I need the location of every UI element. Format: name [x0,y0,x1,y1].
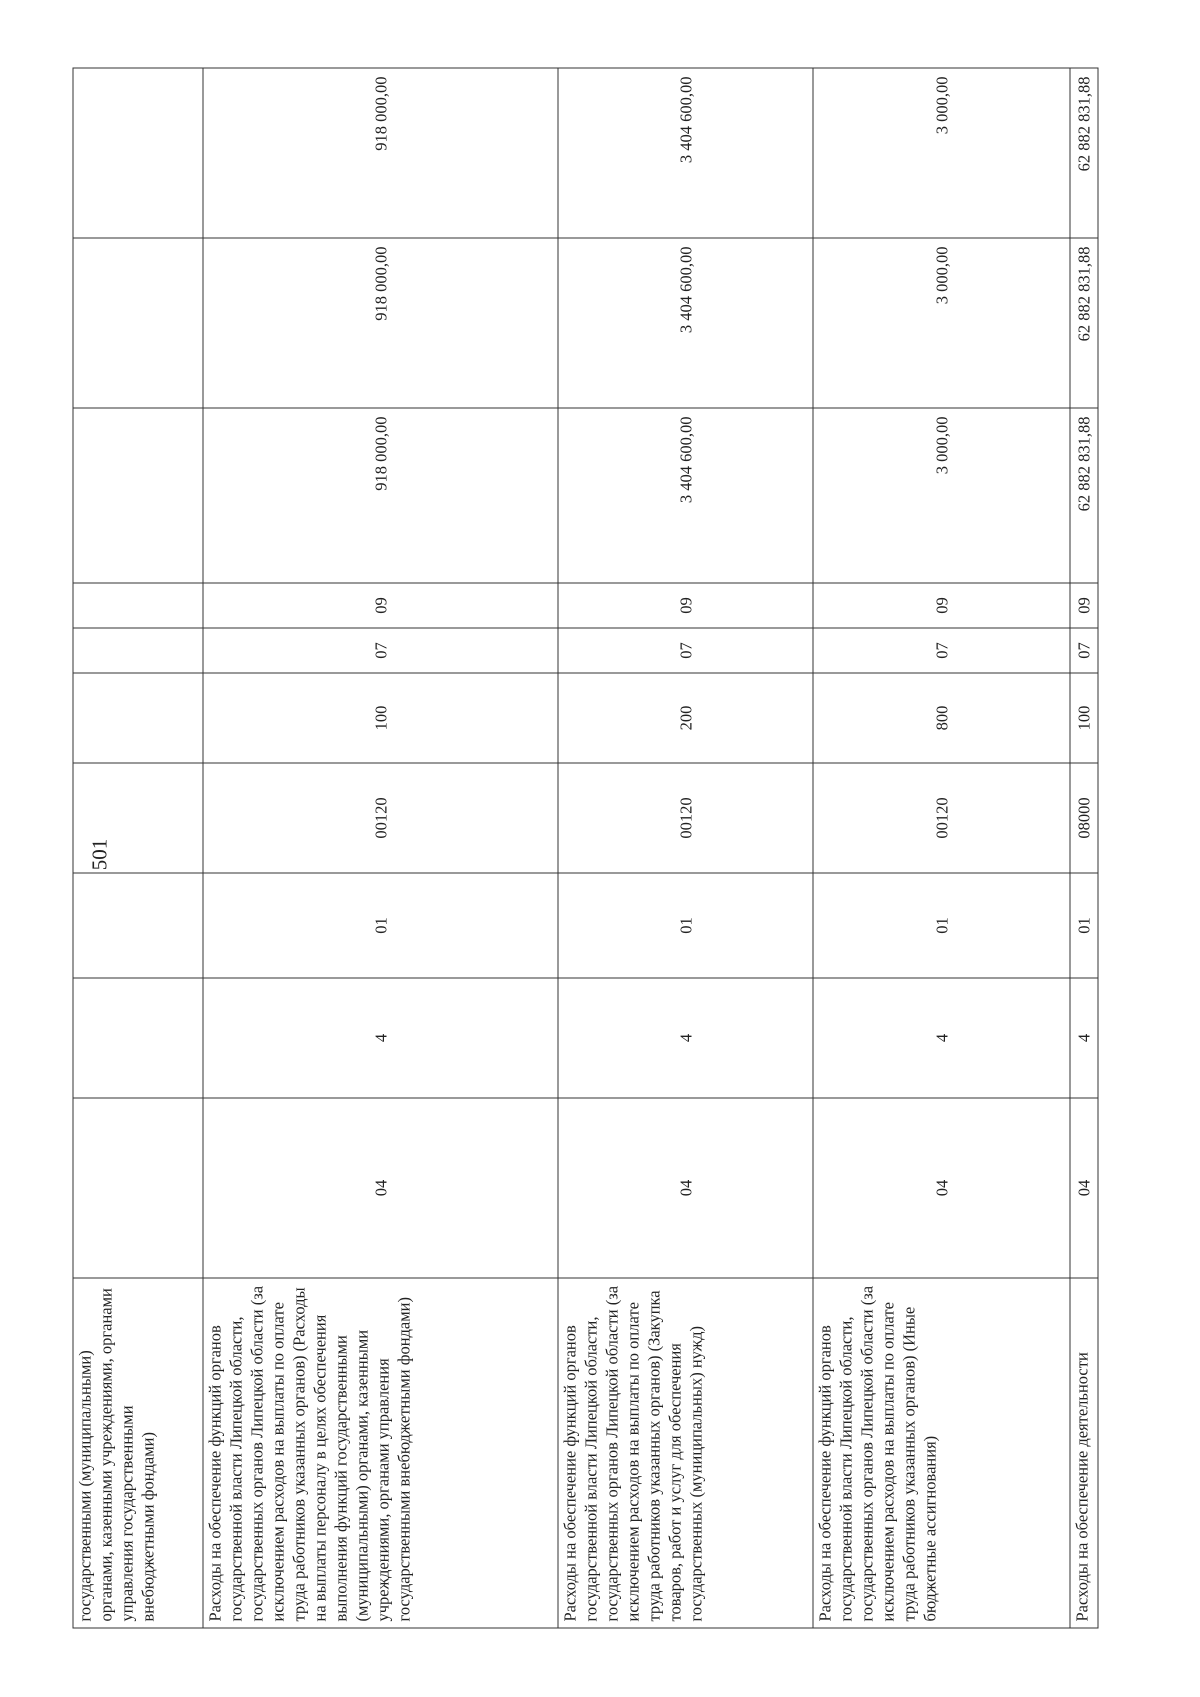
code-cell: 04 [558,1098,813,1278]
code-cell: 07 [203,628,558,673]
page-number: 501 [87,838,112,871]
code-cell: 07 [558,628,813,673]
code-cell: 4 [1070,978,1098,1098]
row-description: государственными (муниципальными) органами, казенными учреждениями, органами управления государственными внебюджетными фондами) [73,1278,203,1628]
code-cell: 09 [813,583,1070,628]
code-cell [73,628,203,673]
code-cell: 08000 [1070,763,1098,873]
code-cell: 4 [203,978,558,1098]
amount-cell: 918 000,00 [203,238,558,408]
amount-cell: 3 404 600,00 [558,68,813,238]
row-description: Расходы на обеспечение функций органов государственной власти Липецкой области, государственных органов Липецкой области (за исключением расходов на выплаты по оплате труда работников указанных органов) (Закупка товаров, работ и услуг для обеспечения государственных (муниципальных) нужд) [558,1278,813,1628]
code-cell: 00120 [558,763,813,873]
row-description: Расходы на обеспечение функций органов государственной власти Липецкой области, государственных органов Липецкой области (за исключением расходов на выплаты по оплате труда работников указанных органов) (Расходы на выплаты персоналу в целях обеспечения выполнения функций государственными (муниципальными) органами, казенными учреждениями, органами управления государственными внебюджетными фондами) [203,1278,558,1628]
amount-cell: 3 404 600,00 [558,408,813,583]
code-cell: 01 [203,873,558,978]
code-cell: 04 [1070,1098,1098,1278]
row-description: Расходы на обеспечение деятельности [1070,1278,1098,1628]
code-cell: 800 [813,673,1070,763]
amount-cell: 62 882 831,88 [1070,68,1098,238]
code-cell: 4 [558,978,813,1098]
code-cell: 100 [1070,673,1098,763]
code-cell: 00120 [813,763,1070,873]
code-cell: 01 [1070,873,1098,978]
amount-cell: 918 000,00 [203,68,558,238]
code-cell: 07 [1070,628,1098,673]
table-row [1070,68,1098,1628]
amount-cell [73,238,203,408]
code-cell: 09 [203,583,558,628]
table-row [203,68,558,1628]
table-row [558,68,813,1628]
amount-cell: 3 000,00 [813,68,1070,238]
amount-cell: 62 882 831,88 [1070,238,1098,408]
code-cell: 01 [813,873,1070,978]
code-cell: 100 [203,673,558,763]
code-cell: 200 [558,673,813,763]
amount-cell [73,408,203,583]
code-cell [73,978,203,1098]
code-cell [73,583,203,628]
budget-table [73,68,1099,1629]
code-cell [73,1098,203,1278]
table-row [73,68,203,1628]
amount-cell: 3 000,00 [813,408,1070,583]
amount-cell: 3 404 600,00 [558,238,813,408]
amount-cell: 3 000,00 [813,238,1070,408]
table-row [813,68,1070,1628]
row-description: Расходы на обеспечение функций органов государственной власти Липецкой области, государственных органов Липецкой области (за исключением расходов на выплаты по оплате труда работников указанных органов) (Иные бюджетные ассигнования) [813,1278,1070,1628]
amount-cell: 62 882 831,88 [1070,408,1098,583]
code-cell: 4 [813,978,1070,1098]
code-cell: 04 [813,1098,1070,1278]
code-cell: 04 [203,1098,558,1278]
code-cell [73,873,203,978]
code-cell: 07 [813,628,1070,673]
code-cell: 00120 [203,763,558,873]
code-cell: 09 [1070,583,1098,628]
amount-cell: 918 000,00 [203,408,558,583]
code-cell [73,763,203,873]
amount-cell [73,68,203,238]
code-cell [73,673,203,763]
code-cell: 01 [558,873,813,978]
rotated-page [73,69,1098,1629]
code-cell: 09 [558,583,813,628]
